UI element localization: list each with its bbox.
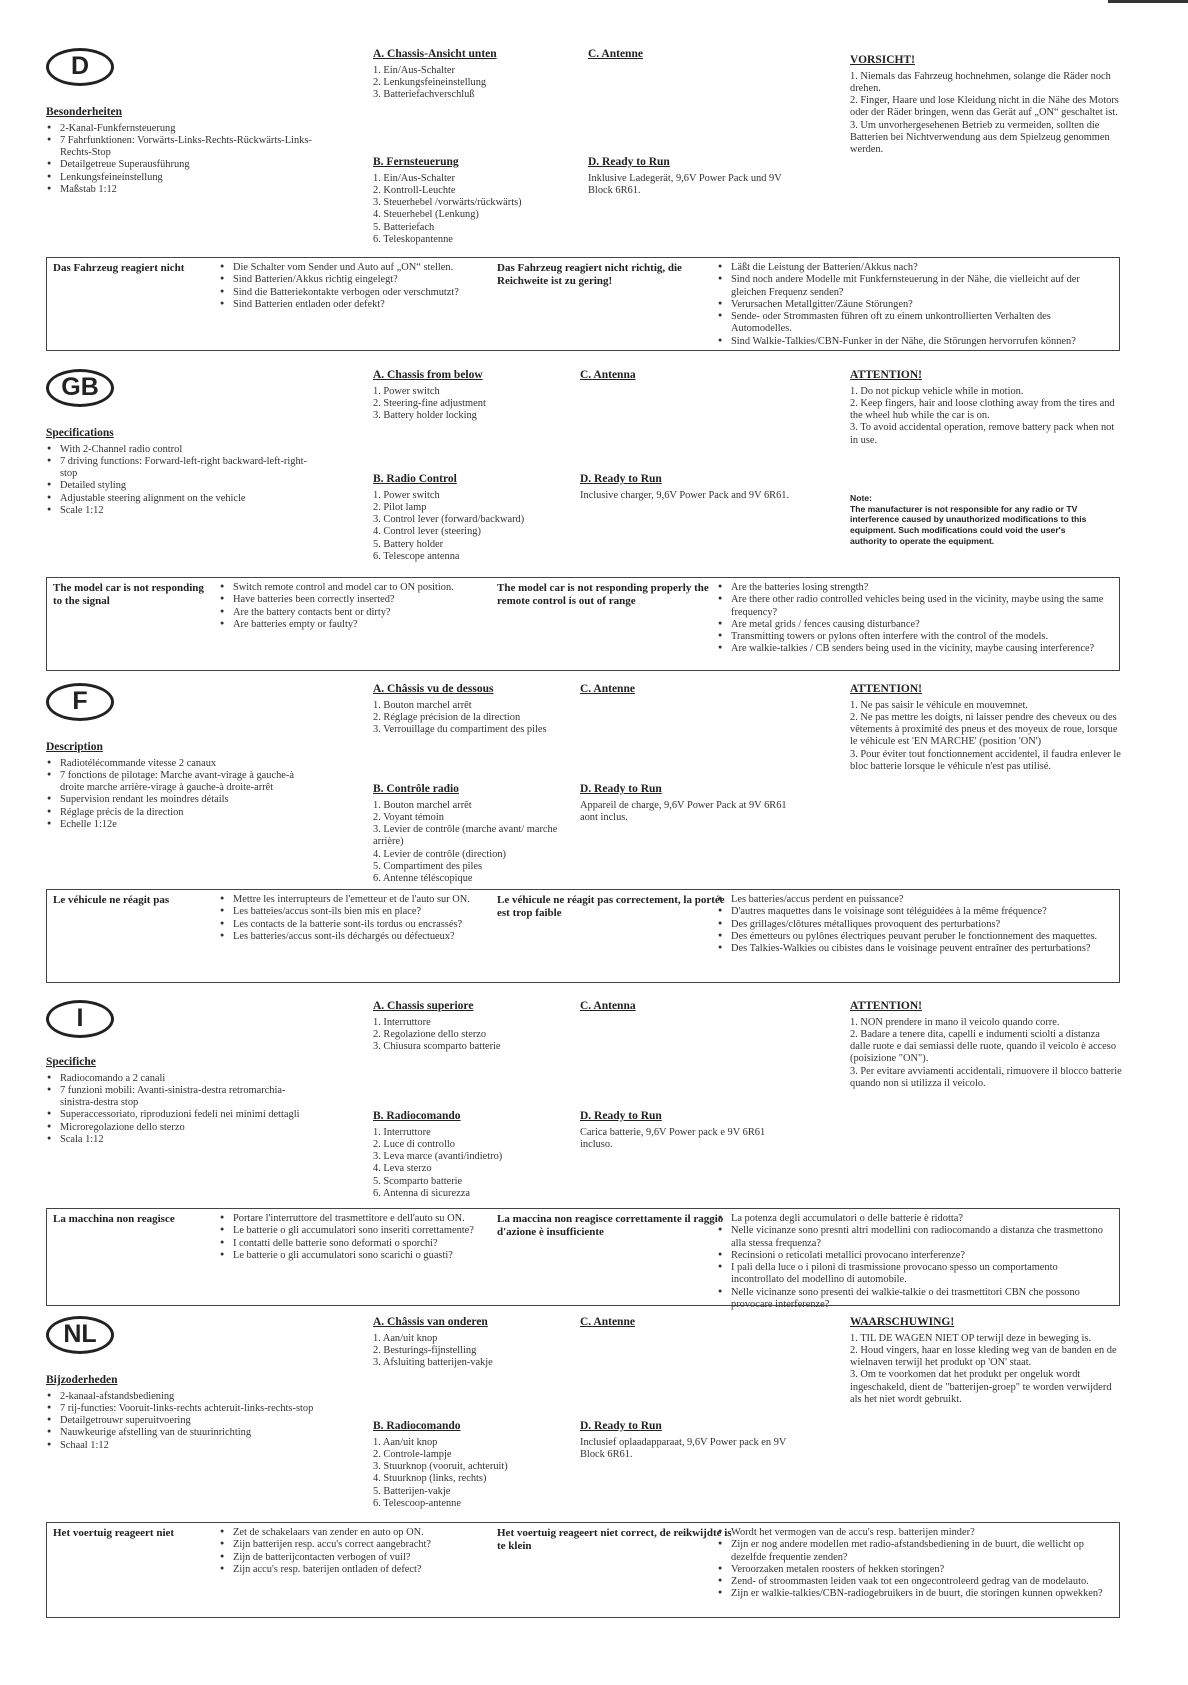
check-item: ● Le batterie o gli accumulatori sono inseriti correttamente? [219, 1225, 479, 1237]
chassis-item: 2. Regolazione dello sterzo [373, 1028, 487, 1040]
remote-item: 2. Controle-lampje [373, 1448, 452, 1460]
remote-item: 2. Pilot lamp [373, 501, 427, 513]
ready-title: D. Ready to Run [580, 783, 662, 795]
remote-item: 4. Leva sterzo [373, 1163, 432, 1175]
remote-item: 6. Telescope antenna [373, 550, 460, 562]
remote-title: B. Radiocomando [373, 1110, 461, 1122]
spec-item: ● 7 funzioni mobili: Avanti-sinistra-destra retromarchia-sinistra-destra stop [46, 1085, 316, 1110]
warning-item: 3. Um unvorhergesehenen Betrieb zu vermeiden, sollten die Batterien bei Nichtverwendung aus dem Spielzeug genommen werden. [850, 119, 1110, 156]
range-problem-heading: La maccina non reagisce correttamente il raggio d'azione è insufficiente [497, 1213, 724, 1238]
check-item: ● Zend- of stroommasten leiden vaak tot een ongecontroleerd gedrag van de modelauto. [717, 1576, 1112, 1588]
warning-item: 1. Niemals das Fahrzeug hochnehmen, solange die Räder noch drehen. [850, 70, 1111, 94]
remote-list [373, 490, 573, 564]
range-problem-heading: Het voertuig reageert niet correct, de reikwijdte is te klein [497, 1527, 732, 1552]
remote-item: 1. Power switch [373, 489, 440, 501]
chassis-item: 2. Besturings-fijnstelling [373, 1344, 477, 1356]
check-item: ● Zet de schakelaars van zender en auto op ON. [219, 1527, 479, 1539]
remote-item: 5. Batteriefach [373, 221, 435, 233]
remote-list [373, 800, 563, 886]
check-item: ● Zijn accu's resp. baterijen ontladen of defect? [219, 1564, 479, 1576]
spec-item: ● With 2-Channel radio control [46, 444, 316, 456]
check-item: ● Sende- oder Strommasten führen oft zu einem unkontrollierten Verhalten des Automodelles. [717, 311, 1112, 336]
remote-item: 2. Voyant témoin [373, 811, 444, 823]
warning-item: 3. Om te voorkomen dat het produkt per ongeluk wordt ingeschakeld, dient de "batterijen-groep" te worden verwijderd als het niet wordt gebruikt. [850, 1369, 1112, 1405]
warning-title: VORSICHT! [850, 54, 915, 66]
ready-block [580, 783, 795, 824]
remote-item: 6. Antenna di sicurezza [373, 1187, 470, 1199]
spec-item: ● Supervision rendant les moindres détails [46, 794, 316, 806]
warning-item: 3. Pour éviter tout fonctionnement accidentel, il faudra enlever le bloc batterie lorsque le véhicule n'est pas utilisé. [850, 748, 1121, 772]
spec-block [46, 106, 316, 196]
chassis-item: 1. Ein/Aus-Schalter [373, 64, 455, 76]
spec-title: Besonderheiten [46, 106, 123, 118]
chassis-item: 1. Aan/uit knop [373, 1332, 438, 1344]
remote-item: 2. Luce di controllo [373, 1138, 455, 1150]
remote-item: 4. Control lever (steering) [373, 526, 481, 538]
check-item: ● Are the battery contacts bent or dirty? [219, 607, 479, 619]
chassis-item: 2. Lenkungsfeineinstellung [373, 76, 487, 88]
spec-item: ● Scala 1:12 [46, 1134, 316, 1146]
antenna-block [580, 369, 780, 386]
warning-item: 1. TIL DE WAGEN NIET OP terwijl deze in beweging is. [850, 1332, 1092, 1344]
chassis-list [373, 65, 573, 102]
chassis-title: A. Châssis van onderen [373, 1316, 488, 1328]
spec-title: Bijzoderheden [46, 1374, 118, 1386]
spec-item: ● 2-Kanal-Funkfernsteuerung [46, 123, 316, 135]
troubleshooting-box [46, 1522, 1120, 1618]
chassis-list [373, 1333, 573, 1370]
spec-block [46, 1374, 316, 1452]
check-item: ● Sind noch andere Modelle mit Funkfernsteuerung in der Nähe, die vielleicht auf der gleichen Frequenz senden? [717, 274, 1112, 299]
check-item: ● Les batteries/accus perdent en puissance? [717, 894, 1112, 906]
country-code-oval: NL [46, 1316, 114, 1354]
check-item: ● Are the batteries losing strength? [717, 582, 1112, 594]
antenna-title: C. Antenne [580, 1316, 635, 1328]
check-item: ● Are there other radio controlled vehicles being used in the vicinity, maybe using the same frequency? [717, 594, 1112, 619]
check-item: ● Nelle vicinanze sono presenti dei walkie-talkie o dei trasmettitori CBN che possono provocare interferenze? [717, 1287, 1112, 1312]
ready-text: Appareil de charge, 9,6V Power Pack at 9V 6R61 aont inclus. [580, 799, 787, 823]
remote-item: 3. Control lever (forward/backward) [373, 514, 525, 526]
problem-heading: Das Fahrzeug reagiert nicht [53, 262, 185, 274]
check-item: ● Die Schalter vom Sender und Auto auf „ON“ stellen. [219, 262, 479, 274]
spec-item: ● Scale 1:12 [46, 505, 316, 517]
range-checklist [717, 1213, 1112, 1311]
troubleshooting-box [46, 577, 1120, 671]
check-item: ● Are walkie-talkies / CB senders being used in the vicinity, maybe causing interference? [717, 643, 1112, 655]
spec-list [46, 444, 316, 518]
chassis-list [373, 700, 563, 737]
remote-title: B. Contrôle radio [373, 783, 459, 795]
chassis-block [373, 683, 563, 736]
warning-item: 3. Per evitare avviamenti accidentali, rimuovere il blocco batterie quando non si utilizza il veicolo. [850, 1065, 1122, 1089]
check-item: ● I contatti delle batterie sono deformati o sporchi? [219, 1238, 479, 1250]
check-item: ● Are metal grids / fences causing disturbance? [717, 619, 1112, 631]
warning-title: ATTENTION! [850, 683, 922, 695]
spec-item: ● Detailgetreue Superausführung [46, 159, 316, 171]
remote-block [373, 1110, 573, 1200]
warning-block [850, 54, 1122, 156]
check-item: ● I pali della luce o i piloni di trasmissione provocano spesso un comportamento incontrollato del modellino di automobile. [717, 1262, 1112, 1287]
warning-item: 3. To avoid accidental operation, remove battery pack when not in use. [850, 422, 1115, 446]
spec-item: ● 2-kanaal-afstandsbediening [46, 1391, 316, 1403]
remote-item: 1. Aan/uit knop [373, 1436, 438, 1448]
chassis-item: 3. Chiusura scomparto batterie [373, 1041, 501, 1053]
antenna-block [580, 683, 780, 700]
remote-item: 3. Stuurknop (vooruit, achteruit) [373, 1461, 508, 1473]
problem-checklist [219, 894, 479, 943]
chassis-title: A. Chassis superiore [373, 1000, 474, 1012]
troubleshooting-box [46, 1208, 1120, 1310]
check-item: ● Des émetteurs ou pylônes électriques peuvant peruber le fonctionnement des maquettes. [717, 931, 1112, 943]
ready-title: D. Ready to Run [580, 1110, 662, 1122]
spec-title: Description [46, 741, 103, 753]
country-code-oval: GB [46, 369, 114, 407]
remote-item: 4. Steuerhebel (Lenkung) [373, 209, 479, 221]
range-problem-heading: Das Fahrzeug reagiert nicht richtig, die Reichweite ist zu gering! [497, 262, 682, 287]
check-item: ● Le batterie o gli accumulatori sono scarichi o guasti? [219, 1250, 479, 1262]
range-problem-heading: The model car is not responding properly the remote control is out of range [497, 582, 709, 607]
check-item: ● D'autres maquettes dans le voisinage sont téléguidées à la même fréquence? [717, 906, 1112, 918]
chassis-block [373, 48, 573, 101]
spec-item: ● Microregolazione dello sterzo [46, 1122, 316, 1134]
check-item: ● Veroorzaken metalen roosters of hekken storingen? [717, 1564, 1112, 1576]
remote-item: 3. Steuerhebel /vorwärts/rückwärts) [373, 197, 522, 209]
warning-list [850, 1333, 1122, 1407]
chassis-list [373, 1017, 573, 1054]
remote-item: 3. Leva marce (avanti/indietro) [373, 1151, 503, 1163]
spec-item: ● Radiocomando a 2 canali [46, 1073, 316, 1085]
spec-item: ● Maßstab 1:12 [46, 184, 316, 196]
remote-item: 5. Battery holder [373, 538, 444, 550]
chassis-item: 1. Power switch [373, 385, 440, 397]
chassis-item: 3. Verrouillage du compartiment des piles [373, 724, 547, 736]
remote-item: 1. Bouton marchel arrêt [373, 799, 472, 811]
range-checklist [717, 894, 1112, 955]
spec-item: ● Superaccessoriato, riproduzioni fedeli nei minimi dettagli [46, 1109, 316, 1121]
spec-item: ● 7 rij-functies: Vooruit-links-rechts achteruit-links-rechts-stop [46, 1403, 316, 1415]
remote-block [373, 156, 573, 246]
antenna-title: C. Antenne [588, 48, 643, 60]
range-checklist [717, 582, 1112, 656]
ready-block [580, 1110, 780, 1151]
remote-title: B. Radiocomando [373, 1420, 461, 1432]
check-item: ● Les batteies/accus sont-ils bien mis en place? [219, 906, 479, 918]
warning-list [850, 71, 1122, 157]
problem-checklist [219, 582, 479, 631]
spec-block [46, 427, 316, 517]
ready-block [588, 156, 798, 197]
ready-text: Carica batterie, 9,6V Power pack e 9V 6R61 incluso. [580, 1126, 766, 1150]
remote-block [373, 473, 573, 563]
antenna-title: C. Antenne [580, 683, 635, 695]
remote-list [373, 1127, 573, 1201]
chassis-item: 3. Battery holder locking [373, 410, 477, 422]
check-item: ● Verursachen Metallgitter/Zäune Störungen? [717, 299, 1112, 311]
remote-item: 6. Antenne téléscopique [373, 873, 473, 885]
remote-block [373, 1420, 573, 1510]
chassis-item: 1. Interruttore [373, 1016, 431, 1028]
check-item: ● Are batteries empty or faulty? [219, 619, 479, 631]
remote-item: 5. Scomparto batterie [373, 1175, 463, 1187]
spec-item: ● Lenkungsfeineinstellung [46, 172, 316, 184]
spec-list [46, 758, 316, 832]
chassis-list [373, 386, 573, 423]
spec-list [46, 1073, 316, 1147]
spec-item: ● 7 driving functions: Forward-left-right backward-left-right-stop [46, 456, 316, 481]
warning-item: 1. Do not pickup vehicle while in motion. [850, 385, 1024, 397]
warning-item: 2. Keep fingers, hair and loose clothing away from the tires and the wheel hub while the car is on. [850, 397, 1115, 422]
check-item: ● Zijn de batterijcontacten verbogen of vuil? [219, 1552, 479, 1564]
spec-item: ● 7 Fahrfunktionen: Vorwärts-Links-Rechts-Rückwärts-Links-Rechts-Stop [46, 135, 316, 160]
remote-item: 6. Telescoop-antenne [373, 1497, 461, 1509]
warning-list [850, 700, 1122, 774]
warning-block [850, 1316, 1122, 1406]
ready-text: Inclusief oplaadapparaat, 9,6V Power pack en 9V Block 6R61. [580, 1436, 787, 1460]
remote-list [373, 173, 573, 247]
warning-item: 2. Houd vingers, haar en losse kleding weg van de banden en de wielnaven terwijl het produkt op 'ON' staat. [850, 1344, 1117, 1369]
check-item: ● Zijn batterijen resp. accu's correct aangebracht? [219, 1539, 479, 1551]
ready-text: Inclusive charger, 9,6V Power Pack and 9V 6R61. [580, 489, 790, 501]
warning-item: 1. NON prendere in mano il veicolo quando corre. [850, 1016, 1060, 1028]
check-item: ● Sind Walkie-Talkies/CBN-Funker in der Nähe, die Störungen hervorrufen können? [717, 336, 1112, 348]
warning-block [850, 683, 1122, 773]
country-code-oval: F [46, 683, 114, 721]
problem-heading: Het voertuig reageert niet [53, 1527, 175, 1539]
spec-item: ● 7 fonctions de pilotage: Marche avant-virage à gauche-à droite marche arrière-virage à gauche-à droite-arrêt [46, 770, 316, 795]
remote-title: B. Radio Control [373, 473, 457, 485]
spec-title: Specifiche [46, 1056, 96, 1068]
chassis-block [373, 1000, 573, 1053]
spec-block [46, 1056, 316, 1146]
check-item: ● Mettre les interrupteurs de l'emetteur et de l'auto sur ON. [219, 894, 479, 906]
check-item: ● Sind Batterien/Akkus richtig eingelegt? [219, 274, 479, 286]
remote-item: 5. Compartiment des piles [373, 860, 483, 872]
ready-title: D. Ready to Run [588, 156, 670, 168]
check-item: ● Les batteries/accus sont-ils déchargés ou défectueux? [219, 931, 479, 943]
country-code-oval: I [46, 1000, 114, 1038]
spec-item: ● Echelle 1:12e [46, 819, 316, 831]
remote-item: 2. Kontroll-Leuchte [373, 184, 456, 196]
problem-heading: The model car is not responding to the signal [53, 582, 204, 607]
spec-list [46, 1391, 316, 1452]
warning-block [850, 1000, 1122, 1090]
ready-title: D. Ready to Run [580, 473, 662, 485]
note-title: Note: [850, 493, 872, 503]
remote-title: B. Fernsteuerung [373, 156, 459, 168]
troubleshooting-box [46, 257, 1120, 351]
spec-block [46, 741, 316, 831]
spec-title: Specifications [46, 427, 114, 439]
warning-list [850, 1017, 1122, 1091]
remote-item: 3. Levier de contrôle (marche avant/ marche arrière) [373, 824, 558, 848]
chassis-item: 3. Batteriefachverschluß [373, 89, 475, 101]
chassis-block [373, 1316, 573, 1369]
range-checklist [717, 1527, 1112, 1601]
antenna-block [580, 1000, 780, 1017]
spec-item: ● Nauwkeurige afstelling van de stuurinrichting [46, 1427, 316, 1439]
remote-item: 1. Ein/Aus-Schalter [373, 172, 455, 184]
problem-checklist [219, 262, 479, 311]
check-item: ● Des grillages/clôtures métalliques provoquent des perturbations? [717, 919, 1112, 931]
spec-item: ● Schaal 1:12 [46, 1440, 316, 1452]
remote-item: 1. Interruttore [373, 1126, 431, 1138]
interference-note [850, 493, 1100, 547]
problem-checklist [219, 1213, 479, 1262]
check-item: ● Nelle vicinanze sono presnti altri modellini con radiocomando a distanza che trasmettono alla stessa frequenza? [717, 1225, 1112, 1250]
spec-item: ● Adjustable steering alignment on the vehicle [46, 493, 316, 505]
chassis-title: A. Chassis-Ansicht unten [373, 48, 497, 60]
check-item: ● Recinsioni o reticolati metallici provocano interferenze? [717, 1250, 1112, 1262]
check-item: ● Wordt het vermogen van de accu's resp. batterijen minder? [717, 1527, 1112, 1539]
warning-item: 2. Badare a tenere dita, capelli e indumenti sciolti a distanza dalle ruote e dai semiassi delle ruote, quando il veicolo è acceso (poisizione "ON"). [850, 1028, 1117, 1065]
warning-item: 2. Finger, Haare und lose Kleidung nicht in die Nähe des Motors oder der Räder bringen, wenn das Gerät auf „ON“ geschaltet ist. [850, 95, 1119, 119]
country-code-oval: D [46, 48, 114, 86]
check-item: ● Portare l'interruttore del trasmettitore e dell'auto su ON. [219, 1213, 479, 1225]
spec-item: ● Detailgetrouwr superuitvoering [46, 1415, 316, 1427]
check-item: ● Sind die Batteriekontakte verbogen oder verschmutzt? [219, 287, 479, 299]
corner-mark [1108, 0, 1188, 3]
remote-item: 4. Stuurknop (links, rechts) [373, 1473, 487, 1485]
note-text: The manufacturer is not responsible for any radio or TV interference caused by unauthorized modifications to this equipment. Such modifications could void the user's authority to operate the equipment. [850, 503, 1087, 546]
chassis-item: 3. Afsluiting batterijen-vakje [373, 1357, 493, 1369]
antenna-block [588, 48, 788, 65]
remote-list [373, 1437, 573, 1511]
ready-text: Inklusive Ladegerät, 9,6V Power Pack und 9V Block 6R61. [588, 172, 782, 196]
remote-item: 5. Batterijen-vakje [373, 1485, 451, 1497]
ready-block [580, 1420, 795, 1461]
remote-item: 6. Teleskopantenne [373, 233, 453, 245]
antenna-title: C. Antenna [580, 1000, 636, 1012]
problem-heading: La macchina non reagisce [53, 1213, 175, 1225]
problem-heading: Le véhicule ne réagit pas [53, 894, 170, 906]
check-item: ● La potenza degli accumulatori o delle batterie è ridotta? [717, 1213, 1112, 1225]
spec-list [46, 123, 316, 197]
spec-item: ● Réglage précis de la direction [46, 807, 316, 819]
warning-title: ATTENTION! [850, 369, 922, 381]
warning-item: 2. Ne pas mettre les doigts, ni laisser pendre des cheveux ou des vêtements à proximité des pneus et des moyeux de roue, lorsque le véhicule est 'EN MARCHE' (position 'ON') [850, 711, 1118, 748]
chassis-title: A. Châssis vu de dessous [373, 683, 494, 695]
check-item: ● Les contacts de la batterie sont-ils tordus ou encrassés? [219, 919, 479, 931]
ready-block [580, 473, 790, 502]
chassis-item: 2. Steering-fine adjustment [373, 397, 486, 409]
warning-block [850, 369, 1122, 447]
range-checklist [717, 262, 1112, 348]
chassis-item: 2. Réglage précision de la direction [373, 711, 521, 723]
check-item: ● Transmitting towers or pylons often interfere with the control of the models. [717, 631, 1112, 643]
check-item: ● Switch remote control and model car to ON position. [219, 582, 479, 594]
troubleshooting-box [46, 889, 1120, 983]
warning-title: ATTENTION! [850, 1000, 922, 1012]
spec-item: ● Radiotélécommande vitesse 2 canaux [46, 758, 316, 770]
check-item: ● Zijn er nog andere modellen met radio-afstandsbediening in de buurt, die wellicht op dezelfde frequentie zenden? [717, 1539, 1112, 1564]
chassis-item: 1. Bouton marchel arrêt [373, 699, 472, 711]
chassis-block [373, 369, 573, 422]
check-item: ● Zijn er walkie-talkies/CBN-radiogebruikers in de buurt, die storingen kunnen opwekken? [717, 1588, 1112, 1600]
range-problem-heading: Le véhicule ne réagit pas correctement, la portée est trop faible [497, 894, 725, 919]
warning-item: 1. Ne pas saisir le véhicule en mouvemnet. [850, 699, 1029, 711]
remote-item: 4. Levier de contrôle (direction) [373, 848, 506, 860]
check-item: ● Läßt die Leistung der Batterien/Akkus nach? [717, 262, 1112, 274]
problem-checklist [219, 1527, 479, 1576]
remote-block [373, 783, 563, 885]
warning-title: WAARSCHUWING! [850, 1316, 955, 1328]
ready-title: D. Ready to Run [580, 1420, 662, 1432]
chassis-title: A. Chassis from below [373, 369, 483, 381]
antenna-block [580, 1316, 780, 1333]
antenna-title: C. Antenna [580, 369, 636, 381]
check-item: ● Sind Batterien entladen oder defekt? [219, 299, 479, 311]
spec-item: ● Detailed styling [46, 480, 316, 492]
check-item: ● Des Talkies-Walkies ou cibistes dans le voisinage peuvent entraîner des perturbations? [717, 943, 1112, 955]
warning-list [850, 386, 1122, 447]
check-item: ● Have batteries been correctly inserted? [219, 594, 479, 606]
